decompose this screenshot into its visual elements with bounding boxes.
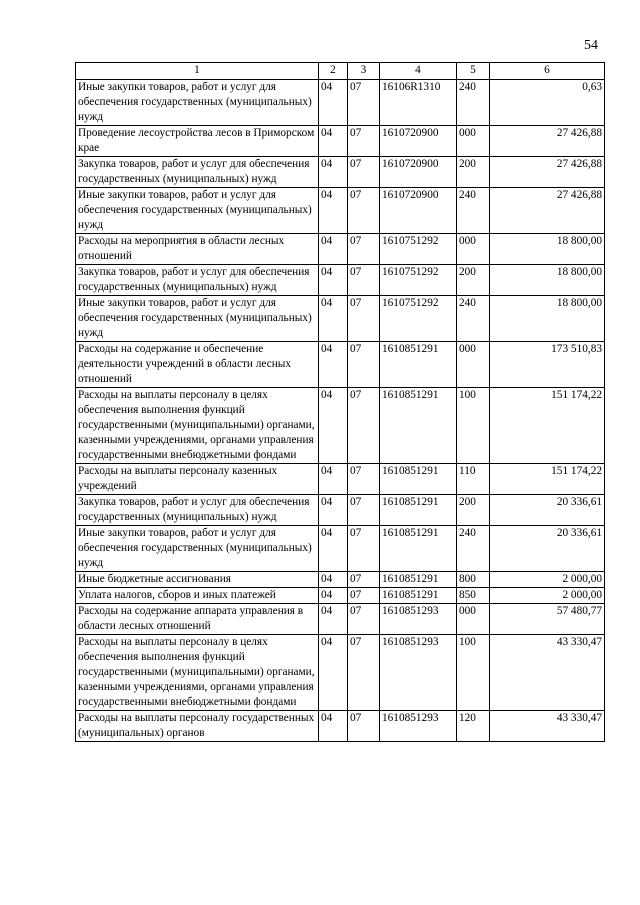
row-target-code: 1610851291 — [380, 495, 457, 526]
row-expense-type: 240 — [457, 80, 490, 126]
row-amount: 27 426,88 — [490, 157, 605, 188]
table-row — [76, 464, 605, 495]
row-section: 04 — [319, 388, 348, 464]
column-header-5: 5 — [457, 63, 490, 80]
header-row — [76, 63, 605, 80]
row-subsection: 07 — [348, 635, 380, 711]
row-name: Иные бюджетные ассигнования — [76, 572, 319, 588]
row-amount: 18 800,00 — [490, 296, 605, 342]
row-amount: 27 426,88 — [490, 188, 605, 234]
column-header-1: 1 — [76, 63, 319, 80]
row-subsection: 07 — [348, 464, 380, 495]
row-expense-type: 200 — [457, 495, 490, 526]
row-section: 04 — [319, 464, 348, 495]
row-target-code: 1610851293 — [380, 711, 457, 742]
row-expense-type: 240 — [457, 188, 490, 234]
row-target-code: 1610720900 — [380, 157, 457, 188]
row-amount: 151 174,22 — [490, 464, 605, 495]
row-amount: 173 510,83 — [490, 342, 605, 388]
row-subsection: 07 — [348, 711, 380, 742]
row-expense-type: 240 — [457, 526, 490, 572]
row-subsection: 07 — [348, 604, 380, 635]
row-target-code: 1610720900 — [380, 126, 457, 157]
row-name: Закупка товаров, работ и услуг для обеспечения государственных (муниципальных) нужд — [76, 495, 319, 526]
row-target-code: 1610851293 — [380, 604, 457, 635]
row-name: Расходы на выплаты персоналу в целях обеспечения выполнения функций государственными (муниципальными) органами, казенными учреждениями, органами управления государственными внебюджетными фондами — [76, 388, 319, 464]
table-row — [76, 495, 605, 526]
row-name: Расходы на выплаты персоналу государственных (муниципальных) органов — [76, 711, 319, 742]
column-header-6: 6 — [490, 63, 605, 80]
row-target-code: 16106R1310 — [380, 80, 457, 126]
row-subsection: 07 — [348, 234, 380, 265]
table-row — [76, 526, 605, 572]
row-section: 04 — [319, 188, 348, 234]
table-row — [76, 234, 605, 265]
row-subsection: 07 — [348, 296, 380, 342]
row-expense-type: 800 — [457, 572, 490, 588]
row-section: 04 — [319, 711, 348, 742]
table-row — [76, 711, 605, 742]
row-subsection: 07 — [348, 342, 380, 388]
row-amount: 20 336,61 — [490, 495, 605, 526]
row-subsection: 07 — [348, 157, 380, 188]
row-name: Закупка товаров, работ и услуг для обеспечения государственных (муниципальных) нужд — [76, 265, 319, 296]
row-amount: 18 800,00 — [490, 265, 605, 296]
table-row — [76, 635, 605, 711]
row-subsection: 07 — [348, 388, 380, 464]
table-row — [76, 157, 605, 188]
row-target-code: 1610751292 — [380, 234, 457, 265]
row-subsection: 07 — [348, 265, 380, 296]
row-target-code: 1610851291 — [380, 342, 457, 388]
row-amount: 27 426,88 — [490, 126, 605, 157]
row-expense-type: 240 — [457, 296, 490, 342]
table-row — [76, 572, 605, 588]
row-section: 04 — [319, 526, 348, 572]
row-expense-type: 100 — [457, 635, 490, 711]
row-expense-type: 120 — [457, 711, 490, 742]
row-section: 04 — [319, 342, 348, 388]
row-target-code: 1610851293 — [380, 635, 457, 711]
row-subsection: 07 — [348, 588, 380, 604]
column-header-2: 2 — [319, 63, 348, 80]
row-amount: 2 000,00 — [490, 572, 605, 588]
row-target-code: 1610720900 — [380, 188, 457, 234]
row-target-code: 1610851291 — [380, 588, 457, 604]
row-amount: 0,63 — [490, 80, 605, 126]
table-row — [76, 80, 605, 126]
row-expense-type: 200 — [457, 265, 490, 296]
row-amount: 151 174,22 — [490, 388, 605, 464]
row-section: 04 — [319, 572, 348, 588]
row-amount: 43 330,47 — [490, 711, 605, 742]
row-subsection: 07 — [348, 572, 380, 588]
row-section: 04 — [319, 157, 348, 188]
row-section: 04 — [319, 495, 348, 526]
row-name: Иные закупки товаров, работ и услуг для обеспечения государственных (муниципальных) нужд — [76, 296, 319, 342]
table-row — [76, 604, 605, 635]
table-row — [76, 588, 605, 604]
row-section: 04 — [319, 80, 348, 126]
row-subsection: 07 — [348, 188, 380, 234]
row-expense-type: 200 — [457, 157, 490, 188]
row-subsection: 07 — [348, 526, 380, 572]
row-section: 04 — [319, 126, 348, 157]
column-header-4: 4 — [380, 63, 457, 80]
row-expense-type: 850 — [457, 588, 490, 604]
table-row — [76, 296, 605, 342]
row-target-code: 1610851291 — [380, 572, 457, 588]
table-row — [76, 265, 605, 296]
row-target-code: 1610751292 — [380, 265, 457, 296]
table-row — [76, 388, 605, 464]
row-name: Иные закупки товаров, работ и услуг для обеспечения государственных (муниципальных) нужд — [76, 188, 319, 234]
row-subsection: 07 — [348, 495, 380, 526]
row-expense-type: 000 — [457, 234, 490, 265]
row-name: Расходы на мероприятия в области лесных отношений — [76, 234, 319, 265]
row-section: 04 — [319, 265, 348, 296]
row-section: 04 — [319, 234, 348, 265]
row-amount: 18 800,00 — [490, 234, 605, 265]
row-section: 04 — [319, 635, 348, 711]
row-amount: 57 480,77 — [490, 604, 605, 635]
table-row — [76, 188, 605, 234]
row-target-code: 1610751292 — [380, 296, 457, 342]
row-expense-type: 000 — [457, 604, 490, 635]
row-name: Иные закупки товаров, работ и услуг для обеспечения государственных (муниципальных) нужд — [76, 526, 319, 572]
row-name: Расходы на выплаты персоналу в целях обеспечения выполнения функций государственными (муниципальными) органами, казенными учреждениями, органами управления государственными внебюджетными фондами — [76, 635, 319, 711]
row-amount: 43 330,47 — [490, 635, 605, 711]
row-name: Закупка товаров, работ и услуг для обеспечения государственных (муниципальных) нужд — [76, 157, 319, 188]
row-name: Расходы на содержание и обеспечение деятельности учреждений в области лесных отношений — [76, 342, 319, 388]
row-name: Расходы на выплаты персоналу казенных учреждений — [76, 464, 319, 495]
row-target-code: 1610851291 — [380, 388, 457, 464]
row-section: 04 — [319, 296, 348, 342]
row-section: 04 — [319, 588, 348, 604]
row-amount: 2 000,00 — [490, 588, 605, 604]
row-target-code: 1610851291 — [380, 526, 457, 572]
row-name: Расходы на содержание аппарата управления в области лесных отношений — [76, 604, 319, 635]
row-subsection: 07 — [348, 126, 380, 157]
row-amount: 20 336,61 — [490, 526, 605, 572]
row-expense-type: 110 — [457, 464, 490, 495]
table-row — [76, 126, 605, 157]
page-number: 54 — [584, 38, 598, 53]
table-row — [76, 342, 605, 388]
row-section: 04 — [319, 604, 348, 635]
column-header-3: 3 — [348, 63, 380, 80]
row-expense-type: 000 — [457, 342, 490, 388]
row-expense-type: 100 — [457, 388, 490, 464]
row-subsection: 07 — [348, 80, 380, 126]
budget-table — [75, 62, 605, 742]
row-expense-type: 000 — [457, 126, 490, 157]
row-name: Уплата налогов, сборов и иных платежей — [76, 588, 319, 604]
row-name: Иные закупки товаров, работ и услуг для обеспечения государственных (муниципальных) нужд — [76, 80, 319, 126]
row-target-code: 1610851291 — [380, 464, 457, 495]
row-name: Проведение лесоустройства лесов в Приморском крае — [76, 126, 319, 157]
